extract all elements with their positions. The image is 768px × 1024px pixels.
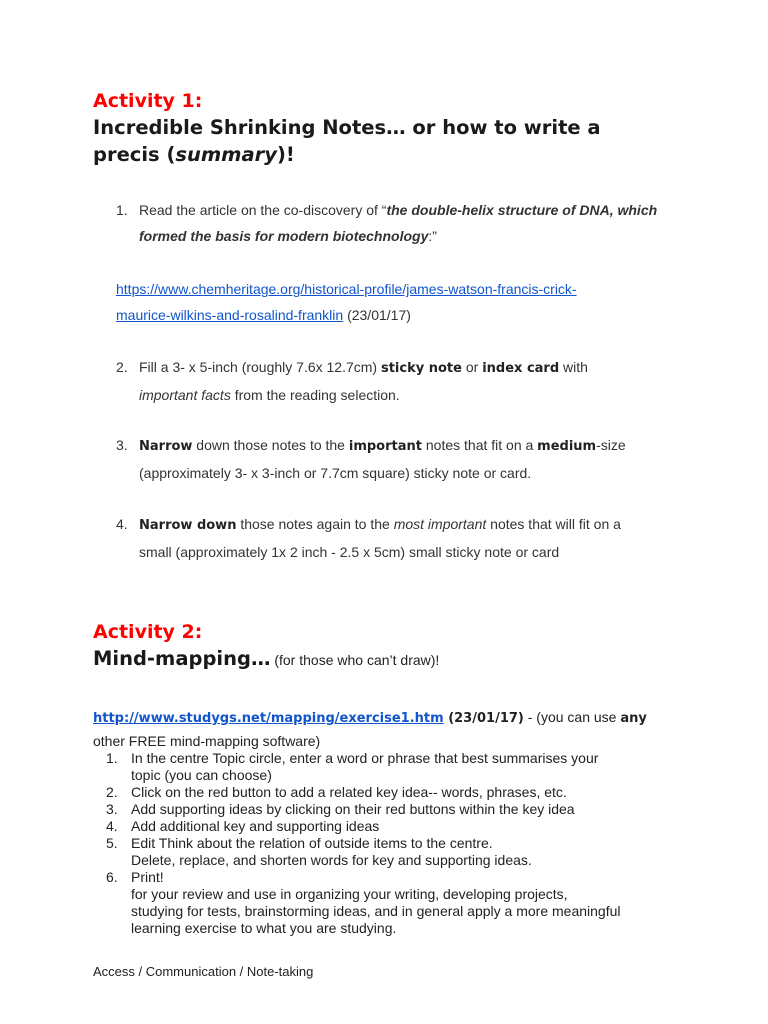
step-number: 2. (116, 359, 128, 375)
item-line: In the centre Topic circle, enter a word or phrase that best summarises your (131, 750, 599, 766)
step-2-bold-a: sticky note (380, 361, 462, 376)
list-item (106, 801, 686, 818)
step-3-text (139, 432, 679, 486)
step-2-bold-b: index card (482, 361, 560, 376)
mapping-link-text-b: other FREE mind-mapping software) (93, 733, 321, 749)
step-3-bold-c: medium (537, 439, 597, 454)
step-4-text-b: notes that will fit on a (486, 516, 621, 532)
item-number: 5. (106, 835, 118, 851)
item-line: studying for tests, brainstorming ideas, and in general apply a more meaningful (131, 903, 621, 919)
step-4-text (139, 511, 679, 565)
item-line: Delete, replace, and shorten words for key and supporting ideas. (131, 852, 532, 868)
item-line: Add additional key and supporting ideas (131, 818, 380, 834)
page-footer: Access / Communication / Note-taking (93, 964, 314, 979)
step-1-text (139, 197, 679, 249)
step-4-text-a: those notes again to the (236, 516, 394, 532)
step-2-text-a: Fill a 3- x 5-inch (roughly 7.6x 12.7cm) (139, 359, 381, 375)
step-3-text-a: down those notes to the (192, 437, 349, 453)
item-line: for your review and use in organizing your writing, developing projects, (131, 886, 568, 902)
step-3 (116, 432, 676, 481)
step-3-text-c: -size (596, 437, 626, 453)
subtitle-emphasis: summary (175, 143, 277, 166)
item-number: 4. (106, 818, 118, 834)
item-number: 2. (106, 784, 118, 800)
step-1-quote-end: :” (428, 228, 437, 244)
step-3-bold-a: Narrow (139, 439, 193, 454)
step-3-text-d: (approximately 3- x 3-inch or 7.7cm square) sticky note or card. (139, 465, 532, 481)
list-item (106, 784, 686, 801)
step-2 (116, 354, 676, 403)
article-link-block (116, 276, 676, 328)
step-4 (116, 511, 676, 560)
step-number: 4. (116, 516, 128, 532)
item-line: learning exercise to what you are studying. (131, 920, 397, 936)
mapping-link[interactable]: http://www.studygs.net/mapping/exercise1.htm (93, 711, 444, 726)
article-link-line-2: maurice-wilkins-and-rosalind-franklin (116, 307, 344, 323)
activity-2-subtitle-text: Mind-mapping… (93, 647, 271, 670)
mind-mapping-steps (106, 750, 686, 937)
step-3-bold-b: important (348, 439, 422, 454)
subtitle-end: )! (276, 143, 295, 166)
list-item (106, 869, 686, 937)
activity-1-heading: Activity 1: (93, 90, 203, 112)
step-2-text (139, 354, 679, 408)
activity-2-subtitle-note: (for those who can’t draw)! (270, 652, 440, 668)
step-1 (116, 197, 676, 244)
item-number: 6. (106, 869, 118, 885)
step-4-bold: Narrow down (139, 518, 237, 533)
step-2-text-b: or (461, 359, 483, 375)
step-2-italic: important facts (139, 387, 231, 403)
step-2-text-d: from the reading selection. (230, 387, 400, 403)
step-number: 3. (116, 437, 128, 453)
mapping-link-bold: any (620, 711, 647, 726)
step-3-text-b: notes that fit on a (421, 437, 538, 453)
list-item (106, 750, 686, 784)
item-line: Add supporting ideas by clicking on their red buttons within the key idea (131, 801, 575, 817)
item-line: topic (you can choose) (131, 767, 272, 783)
list-item (106, 835, 686, 869)
mapping-link-date: (23/01/17) (443, 711, 524, 726)
mapping-link-block (93, 706, 683, 752)
subtitle-text: Incredible Shrinking Notes… or how to write a precis ( (93, 116, 601, 166)
step-number: 1. (116, 202, 128, 218)
activity-2-heading: Activity 2: (93, 621, 203, 643)
item-line: Print! (131, 869, 164, 885)
article-date: (23/01/17) (343, 307, 411, 323)
item-line: Edit Think about the relation of outside items to the centre. (131, 835, 493, 851)
step-4-italic: most important (393, 516, 487, 532)
activity-2-subtitle (93, 645, 439, 674)
list-item (106, 818, 686, 835)
activity-1-subtitle (93, 114, 653, 168)
item-number: 3. (106, 801, 118, 817)
item-number: 1. (106, 750, 118, 766)
step-2-text-c: with (559, 359, 588, 375)
item-line: Click on the red button to add a related key idea-- words, phrases, etc. (131, 784, 567, 800)
step-4-text-c: small (approximately 1x 2 inch - 2.5 x 5cm) small sticky note or card (139, 544, 560, 560)
article-link-line-1: https://www.chemheritage.org/historical-profile/james-watson-francis-crick- (116, 281, 577, 297)
step-1-topic: the double-helix structure of DNA, which formed the basis for modern biotechnology (139, 202, 658, 244)
mapping-link-text-a: - (you can use (523, 709, 621, 725)
step-1-intro: Read the article on the co-discovery of “ (139, 202, 387, 218)
